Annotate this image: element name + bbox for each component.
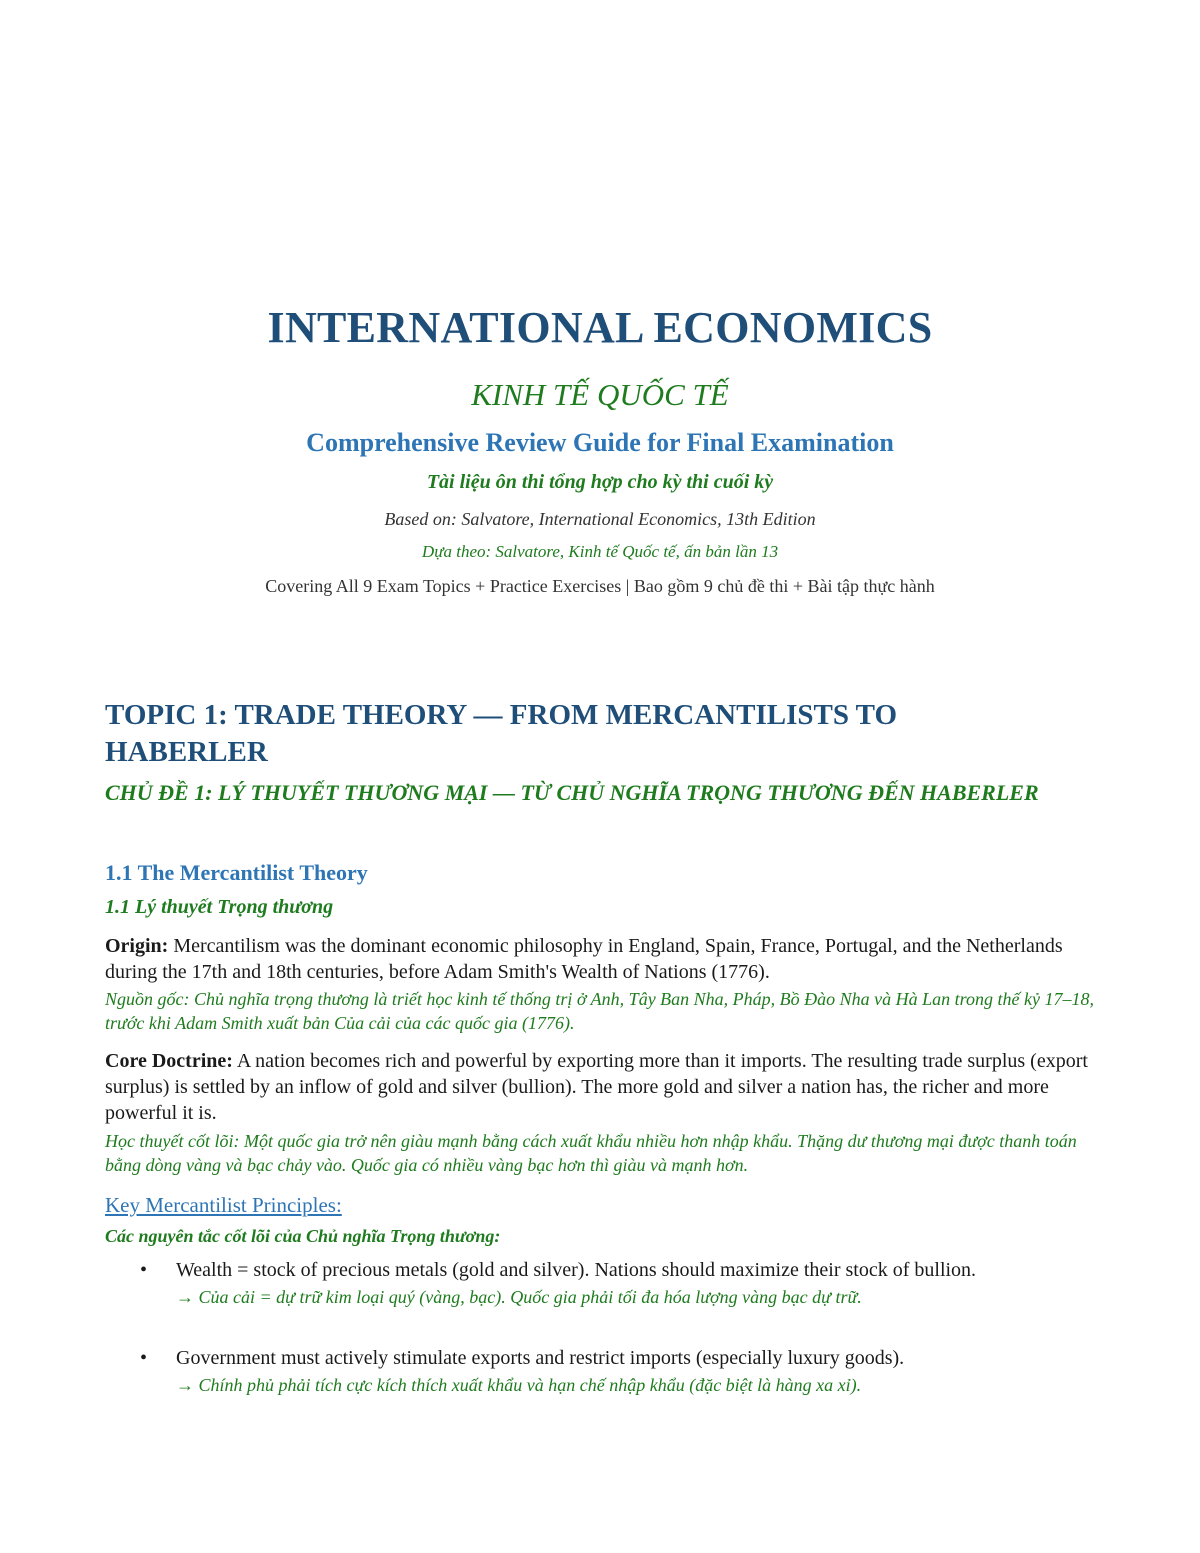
core-doctrine-text: A nation becomes rich and powerful by exporting more than it imports. The resulting trade surplus (export surplus) is settled by an inflow of gold and silver (bullion). The more gold and silver a nation has, the richer and more powerful it is. xyxy=(105,1050,1088,1124)
document-subtitle: Comprehensive Review Guide for Final Examination xyxy=(306,428,894,457)
origin-text: Mercantilism was the dominant economic philosophy in England, Spain, France, Portugal, and the Netherlands during the 17th and 18th centuries, before Adam Smith's Wealth of Nations (1776). xyxy=(105,935,1063,983)
list-item xyxy=(140,1344,1080,1398)
key-principles-heading-vietnamese: Các nguyên tắc cốt lõi của Chủ nghĩa Trọng thương: xyxy=(105,1226,501,1246)
key-principles-heading: Key Mercantilist Principles: xyxy=(105,1193,342,1217)
document-subtitle-vietnamese: Tài liệu ôn thi tổng hợp cho kỳ thi cuối kỳ xyxy=(426,471,774,493)
list-item-text-vietnamese: → Chính phủ phải tích cực kích thích xuất khẩu và hạn chế nhập khẩu (đặc biệt là hàng xa xỉ). xyxy=(176,1375,862,1395)
bullet-icon: • xyxy=(140,1347,148,1369)
source-reference-vietnamese: Dựa theo: Salvatore, Kinh tế Quốc tế, ấn bản lần 13 xyxy=(421,542,779,561)
bullet-icon: • xyxy=(140,1259,148,1281)
topic-heading-vietnamese: CHỦ ĐỀ 1: LÝ THUYẾT THƯƠNG MẠI — TỪ CHỦ NGHĨA TRỌNG THƯƠNG ĐẾN HABERLER xyxy=(105,780,1039,805)
list-item-text: Government must actively stimulate exports and restrict imports (especially luxury goods). xyxy=(176,1347,905,1369)
origin-label: Origin: xyxy=(105,935,169,957)
origin-paragraph xyxy=(105,933,1095,985)
list-item-text-vietnamese: → Của cải = dự trữ kim loại quý (vàng, bạc). Quốc gia phải tối đa hóa lượng vàng bạc dự trữ. xyxy=(176,1287,862,1307)
core-doctrine-paragraph-vietnamese: Học thuyết cốt lõi: Một quốc gia trở nên giàu mạnh bằng cách xuất khẩu nhiều hơn nhập khẩu. Thặng dư thương mại được thanh toán bằng dòng vàng và bạc chảy vào. Quốc gia có nhiều vàng bạc hơn thì giàu và mạnh hơn. xyxy=(105,1131,1077,1175)
source-reference: Based on: Salvatore, International Economics, 13th Edition xyxy=(384,509,816,529)
document-title: INTERNATIONAL ECONOMICS xyxy=(267,303,933,352)
list-item xyxy=(140,1256,1080,1310)
core-doctrine-label: Core Doctrine: xyxy=(105,1050,233,1072)
list-item-text: Wealth = stock of precious metals (gold and silver). Nations should maximize their stock of bullion. xyxy=(176,1259,977,1281)
section-heading-vietnamese: 1.1 Lý thuyết Trọng thương xyxy=(105,896,334,918)
topic-heading: TOPIC 1: TRADE THEORY — FROM MERCANTILISTS TO HABERLER xyxy=(105,699,898,768)
origin-paragraph-vietnamese: Nguồn gốc: Chủ nghĩa trọng thương là triết học kinh tế thống trị ở Anh, Tây Ban Nha, Pháp, Bồ Đào Nha và Hà Lan trong thế kỷ 17–18, trước khi Adam Smith xuất bản Của cải của các quốc gia (1776). xyxy=(105,989,1094,1033)
section-heading: 1.1 The Mercantilist Theory xyxy=(105,860,368,885)
document-title-vietnamese: KINH TẾ QUỐC TẾ xyxy=(471,377,729,412)
core-doctrine-paragraph xyxy=(105,1048,1095,1126)
coverage-note: Covering All 9 Exam Topics + Practice Exercises | Bao gồm 9 chủ đề thi + Bài tập thực hành xyxy=(265,576,935,596)
